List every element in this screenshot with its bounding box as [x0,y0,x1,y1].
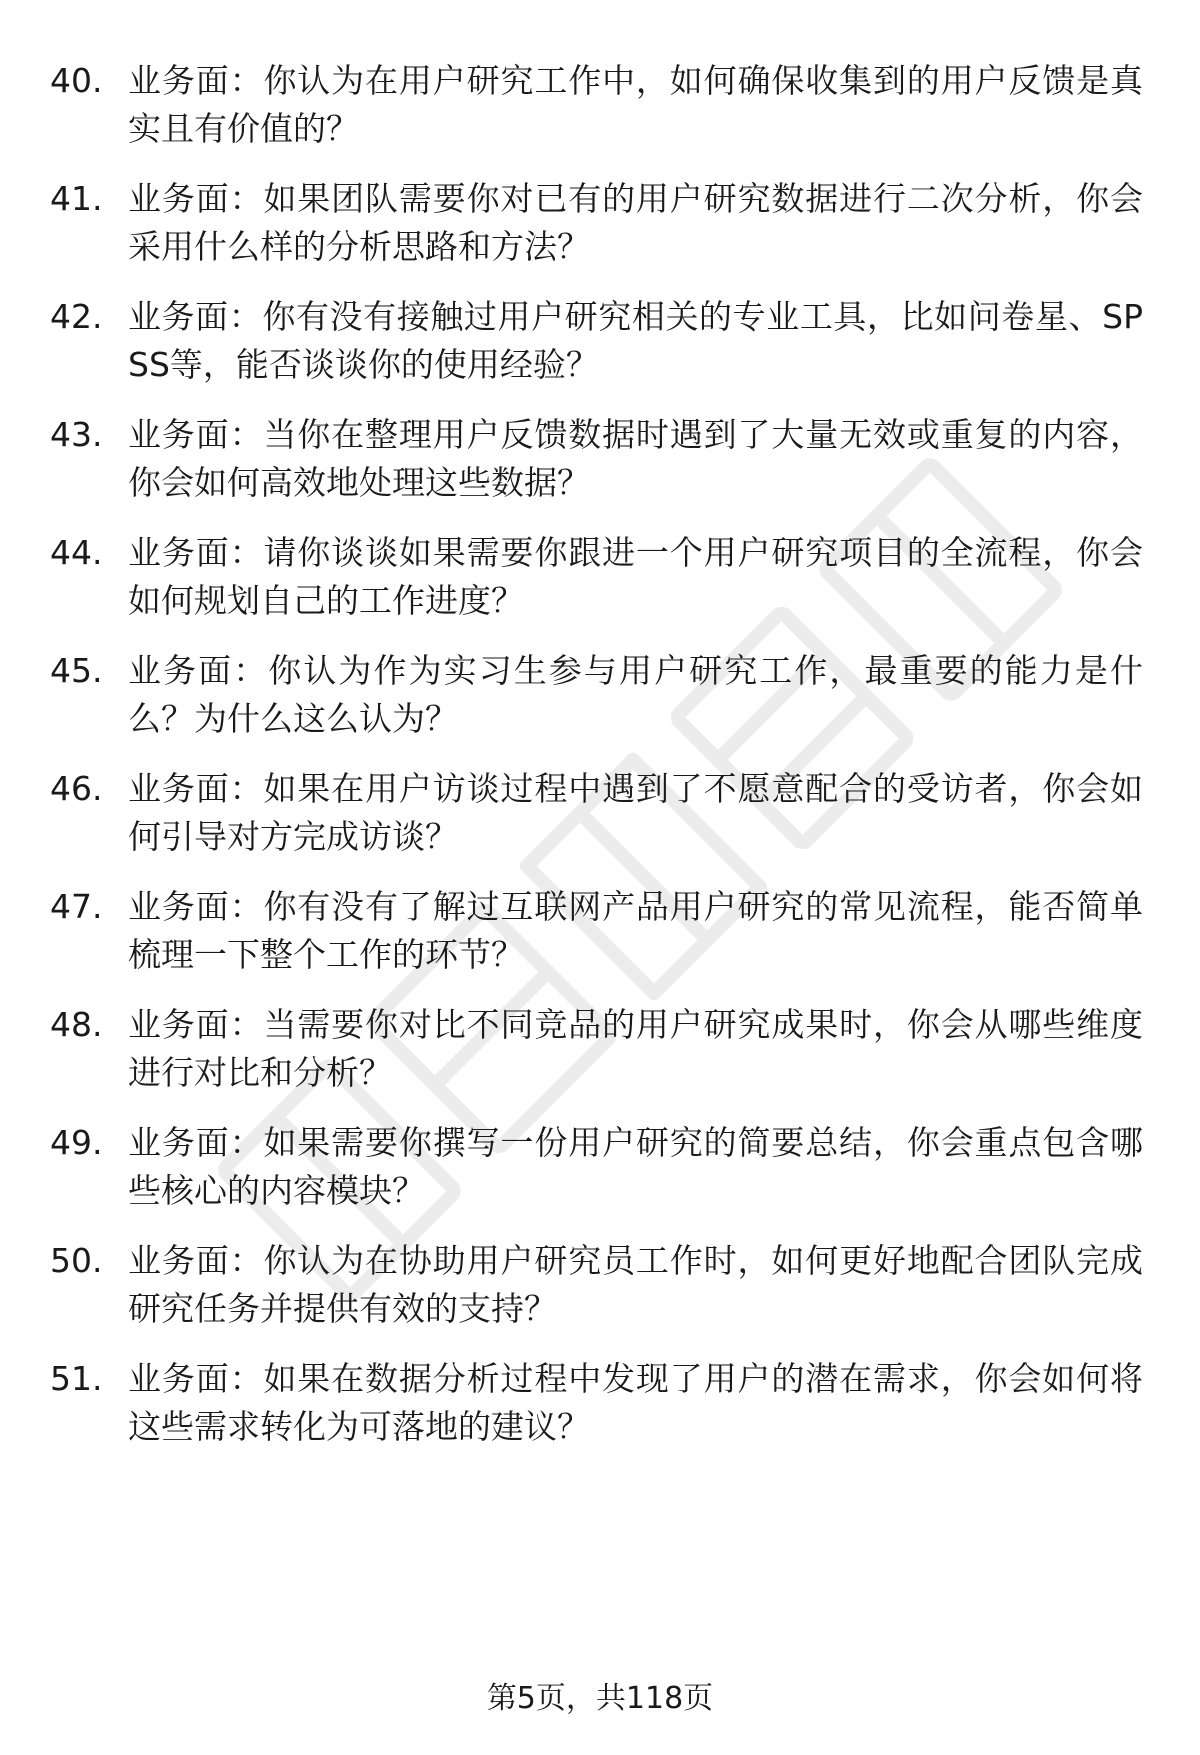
question-number: 43. [50,415,103,454]
question-number: 51. [50,1359,103,1398]
question-text: 业务面：如果团队需要你对已有的用户研究数据进行二次分析，你会采用什么样的分析思路和方法？ [128,179,1143,266]
question-number: 49. [50,1123,103,1162]
question-number: 42. [50,297,103,336]
question-text: 业务面：如果需要你撰写一份用户研究的简要总结，你会重点包含哪些核心的内容模块？ [128,1123,1143,1210]
question-text: 业务面：你认为作为实习生参与用户研究工作，最重要的能力是什么？为什么这么认为？ [128,651,1143,738]
question-text: 业务面：请你谈谈如果需要你跟进一个用户研究项目的全流程，你会如何规划自己的工作进度？ [128,533,1143,620]
question-number: 47. [50,887,103,926]
question-text: 业务面：如果在数据分析过程中发现了用户的潜在需求，你会如何将这些需求转化为可落地的建议？ [128,1359,1143,1446]
question-text: 业务面：你认为在用户研究工作中，如何确保收集到的用户反馈是真实且有价值的？ [128,61,1143,148]
question-text: 业务面：当你在整理用户反馈数据时遇到了大量无效或重复的内容，你会如何高效地处理这些数据？ [128,415,1143,502]
question-number: 48. [50,1005,103,1044]
question-number: 40. [50,61,103,100]
question-text: 业务面：你有没有接触过用户研究相关的专业工具，比如问卷星、SPSS等，能否谈谈你的使用经验？ [128,297,1143,384]
question-text: 业务面：如果在用户访谈过程中遇到了不愿意配合的受访者，你会如何引导对方完成访谈？ [128,769,1143,856]
page-number-label: 第5页，共118页 [486,1681,714,1716]
question-number: 41. [50,179,103,218]
question-number: 44. [50,533,103,572]
question-text: 业务面：当需要你对比不同竞品的用户研究成果时，你会从哪些维度进行对比和分析？ [128,1005,1143,1092]
page-footer [0,1677,1200,1721]
question-number: 46. [50,769,103,808]
question-text: 业务面：你认为在协助用户研究员工作时，如何更好地配合团队完成研究任务并提供有效的支持？ [128,1241,1143,1328]
question-text: 业务面：你有没有了解过互联网产品用户研究的常见流程，能否简单梳理一下整个工作的环节？ [128,887,1143,974]
question-number: 45. [50,651,103,690]
question-number: 50. [50,1241,103,1280]
